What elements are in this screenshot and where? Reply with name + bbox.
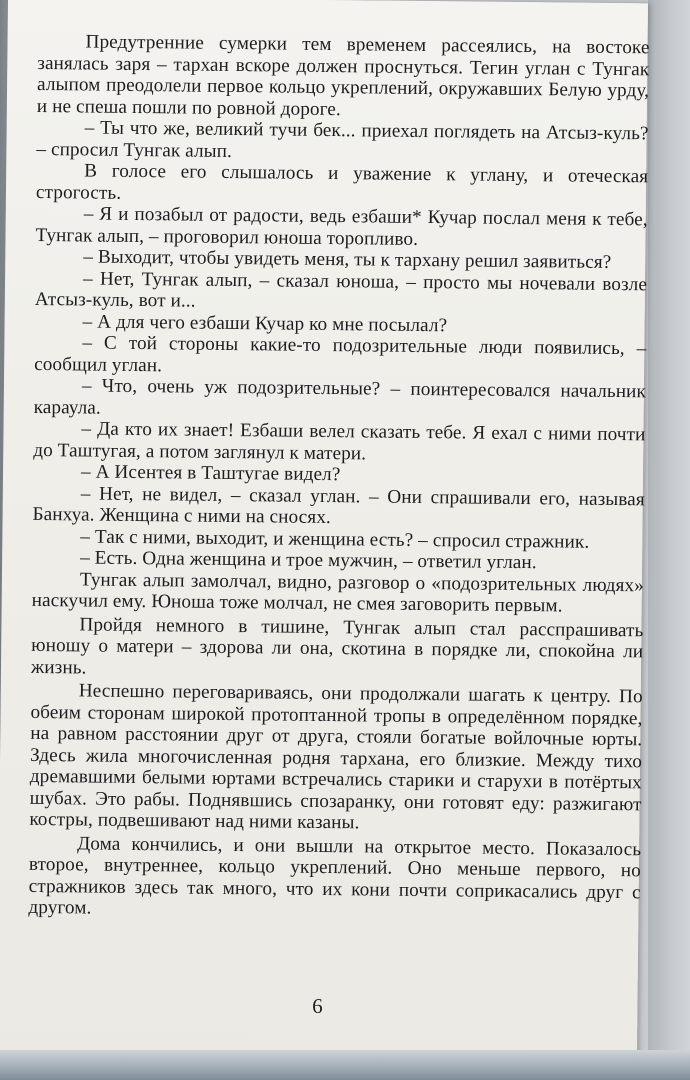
paragraph: – С той стороны какие-то подозрительные люди появились, – сообщил углан. (34, 332, 647, 376)
paragraph: – Ты что же, великий тучи бек... приехал поглядеть на Атсыз-куль? – спросил Тунгак алып. (36, 117, 649, 162)
paragraph: – Я и позабыл от радости, ведь езбаши* Кучар послал меня к тебе, Тунгак алып, – проговорил юноша торопливо. (35, 203, 648, 250)
paragraph: – А Исентея в Таштугае видел? (80, 461, 341, 486)
next-page-edge (648, 0, 690, 1080)
paragraph: – Нет, не видел, – сказал углан. – Они спрашивали его, называя Банхуа. Женщина с ними на сносях. (32, 482, 645, 529)
paragraph: – Что, очень уж подозрительные? – поинтересовался начальник караула. (33, 375, 647, 419)
paragraph: Предутренние сумерки тем временем рассеялись, на востоке занялась заря – тархан вскоре должен проснуться. Тегин углан с Тунгак алыпом преодолели первое кольцо укреплений, окружавших Белую урду, и не спеша пошли по ровной дороге. (36, 31, 650, 120)
paragraph: В голосе его слышалось и уважение к углану, и отеческая строгость. (35, 160, 649, 204)
paragraph: – Есть. Одна женщина и трое мужчин, – ответил углан. (80, 547, 537, 574)
paragraph: – Да кто их знает! Езбаши велел сказать тебе. Я ехал с ними почти до Таштугая, а потом заглянул к матери. (33, 418, 646, 464)
paragraph: – Выходит, чтобы увидеть меня, ты к тархану решил заявиться? (83, 246, 612, 273)
paragraph: Дома кончились, и они вышли на открытое место. Показалось второе, внутреннее, кольцо укреплений. Оно меньше первого, но стражников здесь так много, что их кони почти соприкасались друг с другом. (28, 832, 642, 919)
paragraph: Пройдя немного в тишине, Тунгак алып стал расспрашивать юношу о матери – здорова ли она, скотина в порядке ли, спокойна ли жизнь. (30, 613, 644, 679)
table-surface (0, 1050, 690, 1080)
paragraph: – А для чего езбаши Кучар ко мне посылал? (82, 310, 448, 336)
paragraph: – Так с ними, выходит, и женщина есть? – спросил стражник. (80, 525, 590, 553)
paragraph: Тунгак алып замолчал, видно, разговор о «подозрительных людях» наскучил ему. Юноша тоже молчал, не смея заговорить первым. (31, 568, 644, 617)
paragraph: – Нет, Тунгак алып, – сказал юноша, – просто мы ночевали возле Атсыз-куль, вот и... (34, 267, 648, 312)
body-text (28, 31, 649, 925)
page-number: 6 (312, 993, 323, 1018)
paragraph: Неспешно переговариваясь, они продолжали шагать к центру. По обеим сторонам широкой протоптанной тропы в определённом порядке, на равном расстоянии друг от друга, стояли богатые войлочные юрты. Здесь жила многочисленная родня тархана, его близкие. Между тихо дремавшими белыми юртами встречались старики и старухи в потёртых шубах. Это рабы. Поднявшись спозаранку, они готовят еду: разжигают костры, подвешивают над ними казаны. (29, 680, 643, 834)
